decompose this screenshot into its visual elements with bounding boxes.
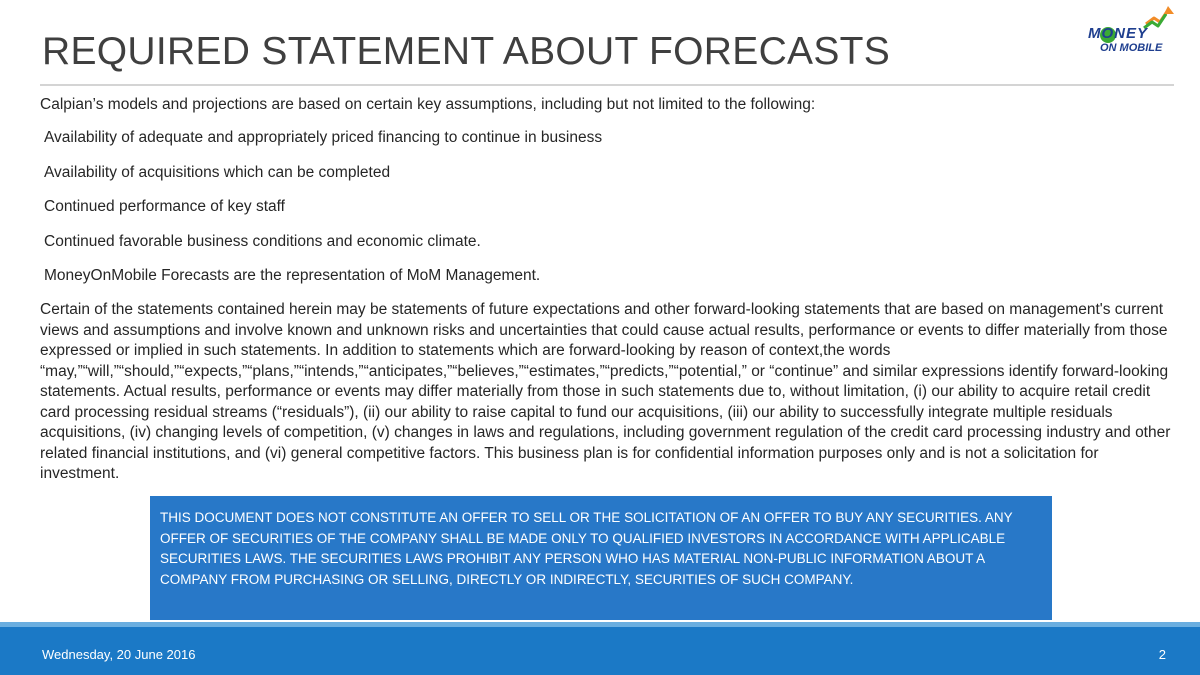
list-item: Availability of adequate and appropriately priced financing to continue in business [44, 129, 603, 146]
page-number: 2 [1158, 647, 1166, 662]
title-divider [40, 84, 1174, 86]
footer-date: Wednesday, 20 June 2016 [42, 647, 196, 662]
disclaimer-text: THIS DOCUMENT DOES NOT CONSTITUTE AN OFFER TO SELL OR THE SOLICITATION OF AN OFFER TO BUY ANY SECURITIES. ANY OFFER OF SECURITIES OF THE COMPANY SHALL BE MADE ONLY TO QUALIFIED INVESTORS IN ACCORDANCE WITH APPLICABLE SECURITIES LAWS. THE SECURITIES LAWS PROHIBIT ANY PERSON WHO HAS MATERIAL NON-PUBLIC INFORMATION ABOUT A COMPANY FROM PURCHASING OR SELLING, DIRECTLY OR INDIRECTLY, SECURITIES OF SUCH COMPANY. [160, 510, 1013, 587]
disclaimer-box [150, 496, 1052, 620]
money-on-mobile-logo [1084, 4, 1190, 66]
list-item: MoneyOnMobile Forecasts are the representation of MoM Management. [44, 267, 541, 284]
list-item: Continued favorable business conditions and economic climate. [44, 232, 481, 250]
footer-bar [0, 627, 1200, 675]
list-item: Continued performance of key staff [44, 198, 285, 215]
intro-text: Calpian’s models and projections are based on certain key assumptions, including but not limited to the following: [40, 96, 816, 113]
growth-arrow-icon [1144, 6, 1174, 28]
slide-title: REQUIRED STATEMENT ABOUT FORECASTS [42, 30, 891, 73]
logo-line1: MONEY [1088, 25, 1149, 42]
forward-looking-paragraph: Certain of the statements contained herein may be statements of future expectations and other forward-looking statements that are based on management's current views and assumptions and involve known and unknown risks and uncertainties that could cause actual results, performance or events to differ materially from those expressed or implied in such statements. In addition to statements which are forward-looking by reason of context,the words “may,”“will,”“should,”“expects,”“plans,”“intends,”“anticipates,”“believes,”“estimates,”“predicts,”“potential,” or “continue” and similar expressions identify forward-looking statements. Actual results, performance or events may differ materially from those in such statements due to, without limitation, (i) our ability to acquire retail credit card processing residual streams (“residuals”), (ii) our ability to raise capital to fund our acquisitions, (iii) our ability to successfully integrate multiple residuals acquisitions, (iv) changing levels of competition, (v) changes in laws and regulations, including government regulation of the credit card processing industry and other related financial institutions, and (vi) general competitive factors. This business plan is for confidential information purposes only and is not a solicitation for investment. [40, 301, 1171, 482]
assumption-list [44, 128, 602, 301]
logo-line2: ON MOBILE [1100, 42, 1163, 54]
list-item: Availability of acquisitions which can be completed [44, 163, 391, 181]
